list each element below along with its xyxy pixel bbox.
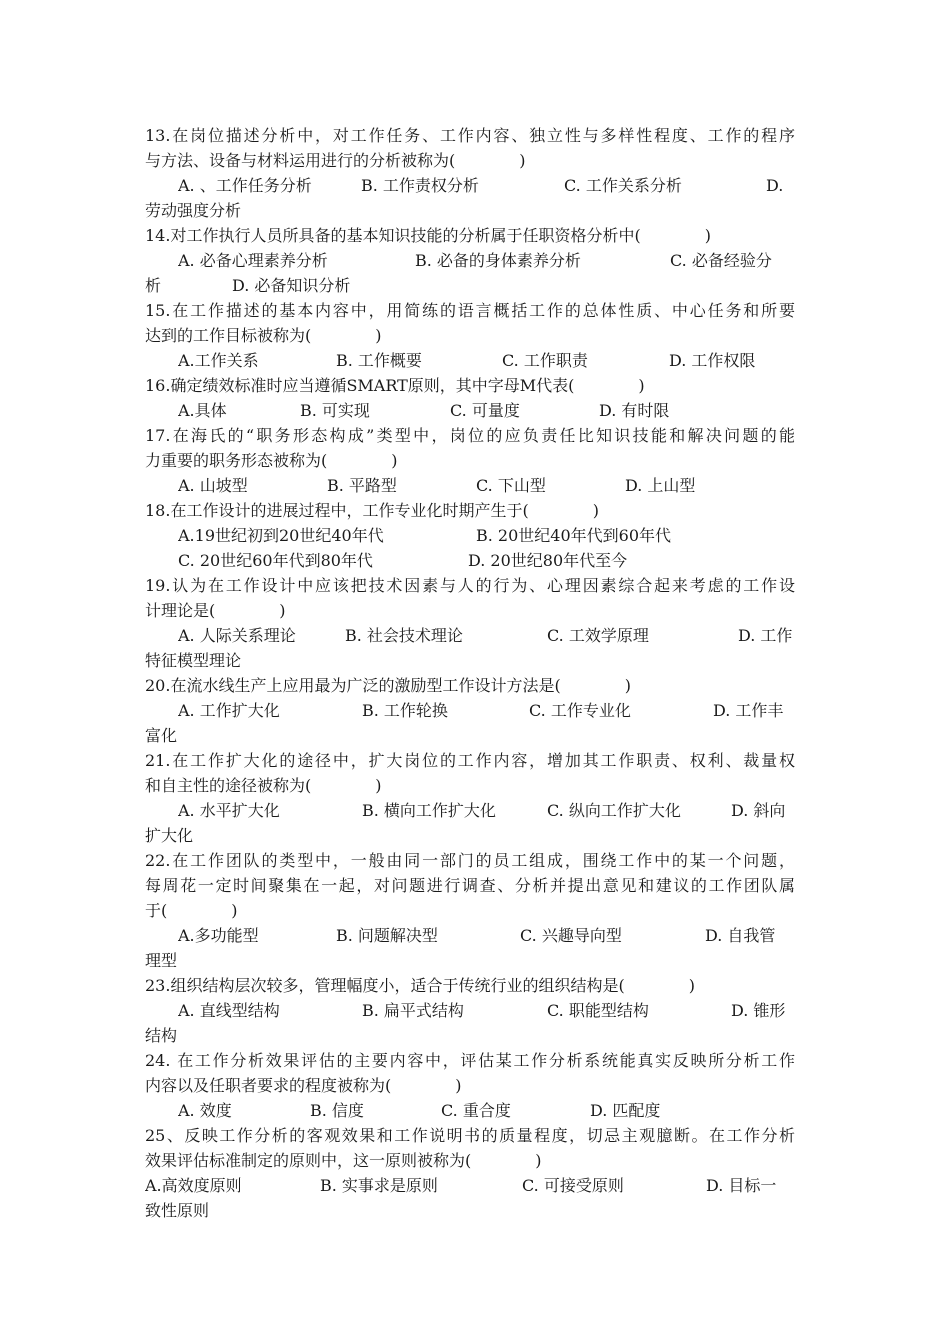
question-15-options — [178, 349, 795, 374]
option-c: C. 重合度 — [441, 1101, 511, 1120]
option-c: C. 20世纪60年代到80年代 — [178, 551, 373, 570]
option-d: D. 匹配度 — [590, 1101, 661, 1120]
option-c: C. 兴趣导向型 — [520, 926, 622, 945]
question-19-line-1: 19.认为在工作设计中应该把技术因素与人的行为、心理因素综合起来考虑的工作设 — [145, 576, 795, 595]
question-25-option-wrap: 致性原则 — [145, 1201, 210, 1220]
option-c: C. 工作关系分析 — [564, 176, 682, 195]
option-d: D. 目标一 — [706, 1176, 777, 1195]
question-24-line-1: 24. 在工作分析效果评估的主要内容中，评估某工作分析系统能真实反映所分析工作 — [145, 1051, 795, 1070]
question-13-line-2: 与方法、设备与材料运用进行的分析被称为( ) — [145, 151, 526, 170]
option-c: C. 下山型 — [476, 476, 546, 495]
option-d: D. 斜向 — [731, 801, 786, 820]
option-b: B. 平路型 — [327, 476, 397, 495]
question-14-line-1: 14.对工作执行人员所具备的基本知识技能的分析属于任职资格分析中( ) — [145, 226, 711, 245]
question-18-line-1: 18.在工作设计的进展过程中，工作专业化时期产生于( ) — [145, 501, 599, 520]
question-22-options — [178, 924, 795, 949]
question-20-option-wrap: 富化 — [145, 726, 178, 745]
question-18-options-row-1 — [178, 524, 795, 549]
question-16-options — [178, 399, 795, 424]
question-17-options — [178, 474, 795, 499]
question-13-line-1: 13.在岗位描述分析中，对工作任务、工作内容、独立性与多样性程度、工作的程序 — [145, 126, 795, 145]
option-a: A. 必备心理素养分析 — [178, 251, 328, 270]
question-19-option-wrap: 特征模型理论 — [145, 651, 242, 670]
question-25-options — [145, 1174, 795, 1199]
option-d: D. 工作权限 — [669, 351, 756, 370]
option-b: B. 可实现 — [300, 401, 370, 420]
option-c: C. 职能型结构 — [547, 1001, 649, 1020]
option-c: C. 可接受原则 — [522, 1176, 624, 1195]
question-22-line-1: 22.在工作团队的类型中，一般由同一部门的员工组成，围绕工作中的某一个问题， — [145, 851, 795, 870]
question-23-options — [178, 999, 795, 1024]
option-a: A. 、工作任务分析 — [178, 176, 312, 195]
option-a: A.19世纪初到20世纪40年代 — [178, 526, 384, 545]
option-d: D. 有时限 — [599, 401, 670, 420]
option-b: B. 工作概要 — [336, 351, 422, 370]
question-17-line-1: 17.在海氏的“职务形态构成”类型中，岗位的应负责任比知识技能和解决问题的能 — [145, 426, 795, 445]
option-a: A. 工作扩大化 — [178, 701, 280, 720]
question-21-option-wrap: 扩大化 — [145, 826, 194, 845]
option-c: C. 纵向工作扩大化 — [547, 801, 681, 820]
question-15-line-2: 达到的工作目标被称为( ) — [145, 326, 382, 345]
option-b: B. 实事求是原则 — [320, 1176, 438, 1195]
option-d: D. 20世纪80年代至今 — [468, 551, 628, 570]
question-19-options — [178, 624, 795, 649]
option-b: B. 20世纪40年代到60年代 — [476, 526, 672, 545]
question-22-option-wrap: 理型 — [145, 951, 178, 970]
option-c-wrap: 析 — [145, 276, 162, 295]
option-c: C. 工效学原理 — [547, 626, 649, 645]
question-21-line-1: 21.在工作扩大化的途径中，扩大岗位的工作内容，增加其工作职责、权利、裁量权 — [145, 751, 795, 770]
question-17-line-2: 力重要的职务形态被称为( ) — [145, 451, 398, 470]
option-a: A.多功能型 — [178, 926, 259, 945]
question-23-option-wrap: 结构 — [145, 1026, 178, 1045]
question-14-option-wrap — [145, 274, 795, 299]
option-b: B. 工作责权分析 — [361, 176, 479, 195]
option-c: C. 可量度 — [450, 401, 520, 420]
question-22-line-2: 每周花一定时间聚集在一起，对问题进行调查、分析并提出意见和建议的工作团队属 — [145, 876, 795, 895]
option-a: A. 人际关系理论 — [178, 626, 296, 645]
question-24-line-2: 内容以及任职者要求的程度被称为( ) — [145, 1076, 462, 1095]
option-b: B. 必备的身体素养分析 — [415, 251, 581, 270]
option-b: B. 扁平式结构 — [362, 1001, 464, 1020]
question-22-line-3: 于( ) — [145, 901, 238, 920]
option-a: A. 直线型结构 — [178, 1001, 280, 1020]
question-14-options — [178, 249, 795, 274]
option-d: D. 上山型 — [625, 476, 696, 495]
option-d: D. 工作 — [738, 626, 793, 645]
question-23-line-1: 23.组织结构层次较多，管理幅度小，适合于传统行业的组织结构是( ) — [145, 976, 695, 995]
question-21-options — [178, 799, 795, 824]
option-a: A.具体 — [178, 401, 227, 420]
option-d: D. — [766, 176, 784, 195]
option-a: A. 效度 — [178, 1101, 232, 1120]
question-25-line-1: 25、反映工作分析的客观效果和工作说明书的质量程度，切忌主观臆断。在工作分析 — [145, 1126, 795, 1145]
option-d: D. 工作丰 — [713, 701, 784, 720]
question-18-options-row-2 — [178, 549, 795, 574]
option-c: C. 工作专业化 — [529, 701, 631, 720]
option-a: A. 水平扩大化 — [178, 801, 280, 820]
question-13-option-wrap: 劳动强度分析 — [145, 201, 242, 220]
question-21-line-2: 和自主性的途径被称为( ) — [145, 776, 382, 795]
question-20-line-1: 20.在流水线生产上应用最为广泛的激励型工作设计方法是( ) — [145, 676, 631, 695]
option-b: B. 工作轮换 — [362, 701, 448, 720]
option-b: B. 问题解决型 — [336, 926, 438, 945]
option-a: A. 山坡型 — [178, 476, 248, 495]
option-a: A.高效度原则 — [145, 1176, 242, 1195]
question-20-options — [178, 699, 795, 724]
question-19-line-2: 计理论是( ) — [145, 601, 286, 620]
option-d: D. 必备知识分析 — [232, 276, 351, 295]
question-16-line-1: 16.确定绩效标准时应当遵循SMART原则，其中字母M代表( ) — [145, 376, 645, 395]
question-25-line-2: 效果评估标准制定的原则中，这一原则被称为( ) — [145, 1151, 542, 1170]
question-13-options — [178, 174, 795, 199]
option-c: C. 必备经验分 — [670, 251, 772, 270]
question-15-line-1: 15.在工作描述的基本内容中，用简练的语言概括工作的总体性质、中心任务和所要 — [145, 301, 795, 320]
option-c: C. 工作职责 — [502, 351, 588, 370]
option-d: D. 锥形 — [731, 1001, 786, 1020]
option-b: B. 信度 — [310, 1101, 364, 1120]
option-a: A.工作关系 — [178, 351, 259, 370]
question-24-options — [178, 1099, 795, 1124]
option-b: B. 社会技术理论 — [345, 626, 463, 645]
option-d: D. 自我管 — [705, 926, 776, 945]
option-b: B. 横向工作扩大化 — [362, 801, 496, 820]
